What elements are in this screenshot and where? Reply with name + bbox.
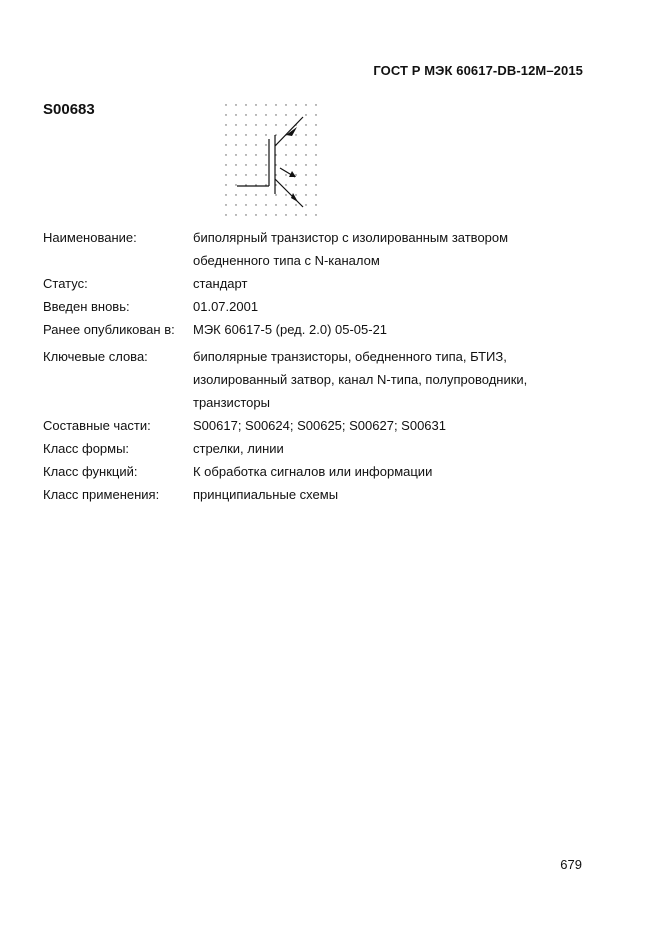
form-class-label: Класс формы: [43,441,130,456]
emitter-line [275,179,303,207]
grid-dot [315,204,316,205]
name-value [193,226,603,272]
grid-dot [265,104,266,105]
function-class-row [43,460,603,483]
grid-dot [225,144,226,145]
grid-dot [255,164,256,165]
application-class-label: Класс применения: [43,487,160,502]
grid-dot [265,134,266,135]
grid-dot [225,164,226,165]
grid-dot [255,174,256,175]
grid-dot [315,114,316,115]
grid-dot [225,154,226,155]
grid-dot [255,104,256,105]
grid-dot [305,144,306,145]
grid-dot [225,194,226,195]
grid-dot [265,154,266,155]
grid-dot [295,214,296,215]
grid-dot [285,164,286,165]
grid-dot [315,174,316,175]
grid-dot [245,144,246,145]
keywords-value-line-1: биполярные транзисторы, обедненного типа, БТИЗ, [193,349,507,364]
grid-dot [235,214,236,215]
form-class-value: стрелки, линии [193,441,284,456]
grid-dot [245,204,246,205]
grid-dot [225,214,226,215]
grid-dot [225,204,226,205]
grid-dot [295,104,296,105]
grid-dot [305,214,306,215]
igbt-depletion-n-channel-symbol-icon [218,97,330,223]
name-value-line-1: биполярный транзистор с изолированным затвором [193,230,509,245]
grid-dot [295,154,296,155]
grid-dot [275,204,276,205]
grid-dot [255,114,256,115]
grid-dot [255,194,256,195]
grid-dot [235,104,236,105]
introduced-label: Введен вновь: [43,299,130,314]
grid-dot [305,164,306,165]
grid-dot [285,184,286,185]
name-row [43,226,603,272]
grid-dot [225,174,226,175]
grid-dot [235,194,236,195]
grid-dot [265,164,266,165]
grid-dot [245,114,246,115]
grid-dot [265,174,266,175]
grid-dot [225,184,226,185]
grid-dot [225,124,226,125]
grid-dot [275,214,276,215]
grid-dot [315,124,316,125]
grid-dot [285,114,286,115]
grid-dot [295,184,296,185]
grid-dot [295,164,296,165]
grid-dot [285,154,286,155]
grid-dot [255,154,256,155]
grid-dot [285,174,286,175]
grid-dot [265,124,266,125]
grid-dot [295,144,296,145]
grid-dot [225,134,226,135]
grid-dot [235,124,236,125]
grid-dot [245,134,246,135]
keywords-row [43,345,603,414]
symbol-dot-grid [225,104,316,215]
name-value-line-2: обедненного типа с N-каналом [193,253,380,268]
grid-dot [315,214,316,215]
grid-dot [285,144,286,145]
grid-dot [255,134,256,135]
grid-dot [305,174,306,175]
grid-dot [265,194,266,195]
grid-dot [275,124,276,125]
emitter-arrowhead [291,193,298,202]
grid-dot [295,174,296,175]
grid-dot [285,194,286,195]
previously-published-row [43,318,603,341]
page-number: 679 [560,857,582,872]
introduced-row [43,295,603,318]
introduced-value: 01.07.2001 [193,299,259,314]
grid-dot [225,104,226,105]
grid-dot [315,194,316,195]
symbol-properties [43,226,603,506]
grid-dot [235,174,236,175]
grid-dot [295,114,296,115]
grid-dot [255,124,256,125]
grid-dot [305,184,306,185]
grid-dot [245,124,246,125]
status-row [43,272,603,295]
standard-designation: ГОСТ Р МЭК 60617-DB-12M–2015 [373,63,583,78]
grid-dot [265,144,266,145]
grid-dot [315,144,316,145]
grid-dot [285,124,286,125]
grid-dot [295,134,296,135]
grid-dot [265,204,266,205]
grid-dot [285,204,286,205]
form-class-row [43,437,603,460]
grid-dot [235,144,236,145]
grid-dot [245,154,246,155]
keywords-label: Ключевые слова: [43,349,148,364]
grid-dot [315,164,316,165]
grid-dot [285,214,286,215]
grid-dot [265,214,266,215]
grid-dot [245,174,246,175]
grid-dot [235,134,236,135]
grid-dot [245,104,246,105]
symbol-drawing [218,97,330,223]
grid-dot [305,194,306,195]
keywords-value-line-3: транзисторы [193,395,270,410]
grid-dot [315,104,316,105]
grid-dot [235,114,236,115]
grid-dot [275,194,276,195]
grid-dot [235,184,236,185]
grid-dot [265,114,266,115]
components-row [43,414,603,437]
application-class-value: принципиальные схемы [193,487,339,502]
name-label: Наименование: [43,230,137,245]
grid-dot [235,154,236,155]
components-label: Составные части: [43,418,151,433]
collector-line [275,117,303,146]
grid-dot [305,114,306,115]
grid-dot [305,204,306,205]
grid-dot [245,214,246,215]
keywords-value [193,345,603,414]
previously-published-value: МЭК 60617-5 (ред. 2.0) 05-05-21 [193,322,388,337]
grid-dot [245,164,246,165]
grid-dot [245,194,246,195]
grid-dot [255,144,256,145]
grid-dot [255,204,256,205]
grid-dot [315,134,316,135]
grid-dot [235,204,236,205]
grid-dot [305,154,306,155]
keywords-value-line-2: изолированный затвор, канал N-типа, полупроводники, [193,372,528,387]
function-class-value: К обработка сигналов или информации [193,464,433,479]
grid-dot [305,124,306,125]
grid-dot [305,104,306,105]
grid-dot [225,114,226,115]
grid-dot [255,214,256,215]
function-class-label: Класс функций: [43,464,138,479]
grid-dot [275,114,276,115]
previously-published-label: Ранее опубликован в: [43,322,175,337]
grid-dot [295,194,296,195]
grid-dot [315,154,316,155]
status-value: стандарт [193,276,248,291]
grid-dot [285,104,286,105]
symbol-code: S00683 [43,101,95,118]
grid-dot [305,134,306,135]
grid-dot [235,164,236,165]
grid-dot [275,104,276,105]
grid-dot [315,184,316,185]
grid-dot [295,204,296,205]
application-class-row [43,483,603,506]
status-label: Статус: [43,276,88,291]
components-value: S00617; S00624; S00625; S00627; S00631 [193,418,446,433]
